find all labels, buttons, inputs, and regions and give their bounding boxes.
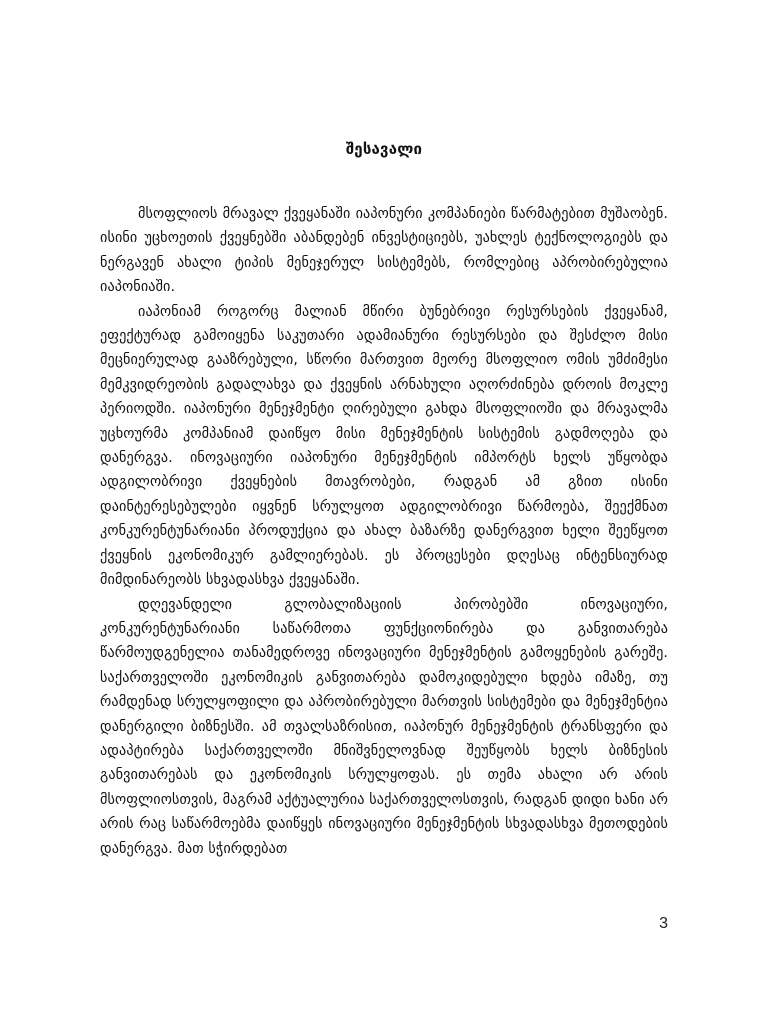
body-text <box>100 202 668 861</box>
paragraph-2: იაპონიამ როგორც მალიან მწირი ბუნებრივი რესურსების ქვეყანამ, ეფექტურად გამოიყენა საკუთარი ადამიანური რესურსები და შესძლო მისი მეცნიერულად გააზრებული, სწორი მართვით მეორე მსოფლიო ომის უმძიმესი მემკვიდრეობის გადალახვა და ქვეყნის არნახული აღორძინება დროის მოკლე პერიოდში. იაპონური მენეჯმენტი ღირებული გახდა მსოფლიოში და მრავალმა უცხოურმა კომპანიამ დაიწყო მისი მენეჯმენტის სისტემის გადმოღება და დანერგვა. ინოვაციური იაპონური მენეჯმენტის იმპორტს ხელს უწყობდა ადგილობრივი ქვეყნების მთავრობები, რადგან ამ გზით ისინი დაინტერესებულები იყვნენ სრულყოთ ადგილობრივი წარმოება, შეექმნათ კონკურენტუნარიანი პროდუქცია და ახალ ბაზარზე დანერგვით ხელი შეეწყოთ ქვეყნის ეკონომიკურ გამლიერებას. ეს პროცესები დღესაც ინტენსიურად მიმდინარეობს სხვადასხვა ქვეყანაში. <box>100 303 668 589</box>
paragraph-3: დღევანდელი გლობალიზაციის პირობებში ინოვაციური, კონკურენტუნარიანი საწარმოთა ფუნქციონირება და განვითარება წარმოუდგენელია თანამედროვე ინოვაციური მენეჯმენტის გამოყენების გარეშე. საქართველოში ეკონომიკის განვითარება დამოკიდებული ხდება იმაზე, თუ რამდენად სრულყოფილი და აპრობირებული მართვის სისტემები და მენეჯმენტია დანერგილი ბიზნესში. ამ თვალსაზრისით, იაპონურ მენეჯმენტის ტრანსფერი და ადაპტირება საქართველოში მნიშვნელოვნად შეუწყობს ხელს ბიზნესის განვითარებას და ეკონომიკის სრულყოფას. ეს თემა ახალი არ არის მსოფლიოსთვის, მაგრამ აქტუალურია საქართველოსთვის, რადგან დიდი ხანი არ არის რაც საწარმოებმა დაიწყეს ინოვაციური მენეჯმენტის სხვადასხვა მეთოდების დანერგვა. მათ სჭირდებათ <box>100 596 668 857</box>
section-title: შესავალი <box>345 140 423 158</box>
paragraph-1: მსოფლიოს მრავალ ქვეყანაში იაპონური კომპანიები წარმატებით მუშაობენ. ისინი უცხოეთის ქვეყნებში აბანდებენ ინვესტიციებს, უახლეს ტექნოლოგიებს და ნერგავენ ახალი ტიპის მენეჯერულ სისტემებს, რომლებიც აპრობირებულია იაპონიაში. <box>100 206 668 296</box>
page-number: 3 <box>659 915 668 932</box>
